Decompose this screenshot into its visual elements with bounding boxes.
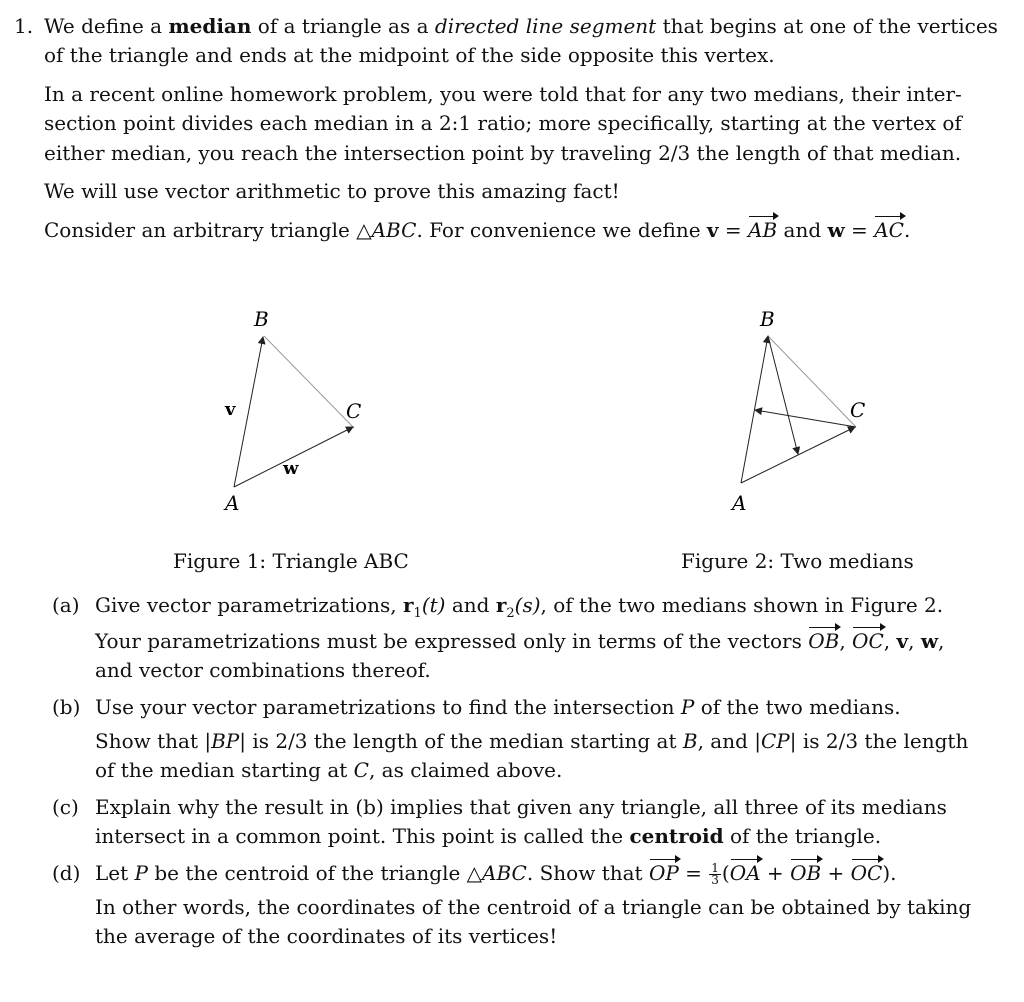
- equals-sign: =: [678, 861, 709, 885]
- paragraph-2-line-2: section point divides each median in a 2:1 ratio; more specifically, starting at the vertex of: [44, 111, 962, 135]
- text: intersect in a common point. This point is called the: [95, 824, 630, 848]
- period: .: [903, 218, 911, 242]
- comma: ,: [908, 629, 921, 653]
- comma: ,: [938, 629, 945, 653]
- triangle-name: ABC: [371, 218, 417, 242]
- intro-text: of a triangle as a: [251, 14, 435, 38]
- intro-line-2: of the triangle and ends at the midpoint of the side opposite this vertex.: [44, 43, 775, 67]
- figure-1-triangle: [200, 300, 400, 520]
- vector-ob: OB: [790, 861, 822, 885]
- text: Your parametrizations must be expressed only in terms of the vectors: [95, 629, 809, 653]
- vector-w: w: [920, 629, 939, 653]
- part-a-line-2: [95, 627, 944, 655]
- part-d-line-1: [95, 859, 897, 887]
- fig2-label-a: A: [732, 491, 747, 515]
- vector-r1: r: [403, 593, 414, 617]
- fig1-label-v: v: [225, 399, 236, 420]
- fig2-label-c: C: [850, 398, 866, 422]
- intro-text: that begins at one of the vertices: [656, 14, 998, 38]
- comma: ,: [883, 629, 897, 653]
- subscript: 1: [413, 606, 422, 621]
- point-b: B: [682, 729, 698, 753]
- text: be the centroid of the triangle △: [147, 861, 483, 885]
- text: , as claimed above.: [368, 758, 563, 782]
- figure-2-medians: [710, 300, 910, 520]
- paragraph-3: We will use vector arithmetic to prove this amazing fact!: [44, 179, 620, 203]
- equals-sign: =: [844, 218, 875, 242]
- paragraph-2-line-3: either median, you reach the intersection point by traveling 2/3 the length of that median.: [44, 141, 962, 165]
- text: Show that |: [95, 729, 212, 753]
- vector-oa: OA: [729, 861, 761, 885]
- vector-w: w: [827, 218, 845, 242]
- vector-ac: AC: [874, 218, 904, 242]
- para4-text: . For convenience we define: [416, 218, 707, 242]
- triangle-name: ABC: [482, 861, 527, 885]
- vector-ob: OB: [808, 629, 840, 653]
- directed-segment-term: directed line segment: [434, 14, 657, 38]
- part-a-tag: (a): [52, 593, 80, 617]
- part-c-tag: (c): [52, 795, 79, 819]
- text: Use your vector parametrizations to find the intersection: [95, 695, 681, 719]
- part-d-line-2: In other words, the coordinates of the centroid of a triangle can be obtained by taking: [95, 895, 972, 919]
- fig2-label-b: B: [760, 307, 775, 331]
- segment-bp: BP: [211, 729, 240, 753]
- fig1-label-a: A: [225, 491, 240, 515]
- text: | is 2/3 the length: [789, 729, 969, 753]
- paren: ).: [882, 861, 897, 885]
- part-c-line-1: Explain why the result in (b) implies that given any triangle, all three of its medians: [95, 795, 947, 819]
- part-b-tag: (b): [52, 695, 81, 719]
- vector-v: v: [706, 218, 719, 242]
- part-b-line-3: [95, 756, 562, 784]
- median-from-c: [755, 410, 856, 427]
- point-p: P: [680, 695, 695, 719]
- part-a-line-3: and vector combinations thereof.: [95, 658, 431, 682]
- point-p: P: [134, 861, 148, 885]
- vector-v-arrow: [234, 337, 263, 487]
- argument-t: (t): [421, 593, 446, 617]
- para4-text: Consider an arbitrary triangle △: [44, 218, 372, 242]
- argument-s: (s): [514, 593, 541, 617]
- text: , of the two medians shown in Figure 2.: [540, 593, 944, 617]
- vector-oc: OC: [852, 629, 884, 653]
- numerator: 1: [711, 861, 719, 875]
- part-d-line-3: the average of the coordinates of its vertices!: [95, 924, 558, 948]
- centroid-term: centroid: [629, 824, 724, 848]
- text: , and |: [697, 729, 761, 753]
- part-b-line-2: [95, 727, 968, 755]
- plus-sign: +: [821, 861, 851, 885]
- text: and: [445, 593, 496, 617]
- figure-2-caption: Figure 2: Two medians: [681, 549, 914, 573]
- vector-v: v: [896, 629, 909, 653]
- plus-sign: +: [760, 861, 791, 885]
- vector-r2: r: [495, 593, 507, 617]
- text: of the two medians.: [694, 695, 901, 719]
- side-ab: [741, 336, 768, 483]
- part-b-line-1: [95, 693, 901, 721]
- side-bc: [264, 336, 354, 428]
- text: . Show that: [526, 861, 649, 885]
- part-d-tag: (d): [52, 861, 81, 885]
- fig1-label-c: C: [346, 399, 362, 423]
- subscript: 2: [506, 606, 515, 621]
- text: Let: [95, 861, 135, 885]
- paragraph-4: [44, 216, 910, 244]
- point-c: C: [353, 758, 369, 782]
- side-ac: [741, 427, 855, 483]
- vector-oc: OC: [850, 861, 883, 885]
- text: of the triangle.: [723, 824, 882, 848]
- paragraph-2-line-1: In a recent online homework problem, you were told that for any two medians, their inter-: [44, 82, 962, 106]
- intro-line-1: [44, 12, 998, 40]
- comma: ,: [839, 629, 853, 653]
- vector-ab: AB: [748, 218, 778, 242]
- text: of the median starting at: [95, 758, 354, 782]
- vector-op: OP: [648, 861, 679, 885]
- median-term: median: [168, 14, 252, 38]
- text: | is 2/3 the length of the median starting at: [239, 729, 683, 753]
- intro-text: We define a: [44, 14, 169, 38]
- side-bc: [768, 336, 856, 427]
- figure-1-caption: Figure 1: Triangle ABC: [173, 549, 409, 573]
- fraction-one-third: [709, 863, 721, 886]
- denominator: 3: [711, 873, 719, 887]
- equals-sign: =: [718, 218, 749, 242]
- text: Give vector parametrizations,: [95, 593, 403, 617]
- para4-text: and: [777, 218, 828, 242]
- part-c-line-2: [95, 822, 881, 850]
- problem-number: 1.: [14, 14, 34, 38]
- median-from-b: [768, 336, 798, 454]
- part-a-line-1: [95, 591, 943, 628]
- fig1-label-b: B: [254, 307, 269, 331]
- fig1-label-w: w: [283, 458, 299, 479]
- segment-cp: CP: [760, 729, 790, 753]
- paren: (: [721, 861, 730, 885]
